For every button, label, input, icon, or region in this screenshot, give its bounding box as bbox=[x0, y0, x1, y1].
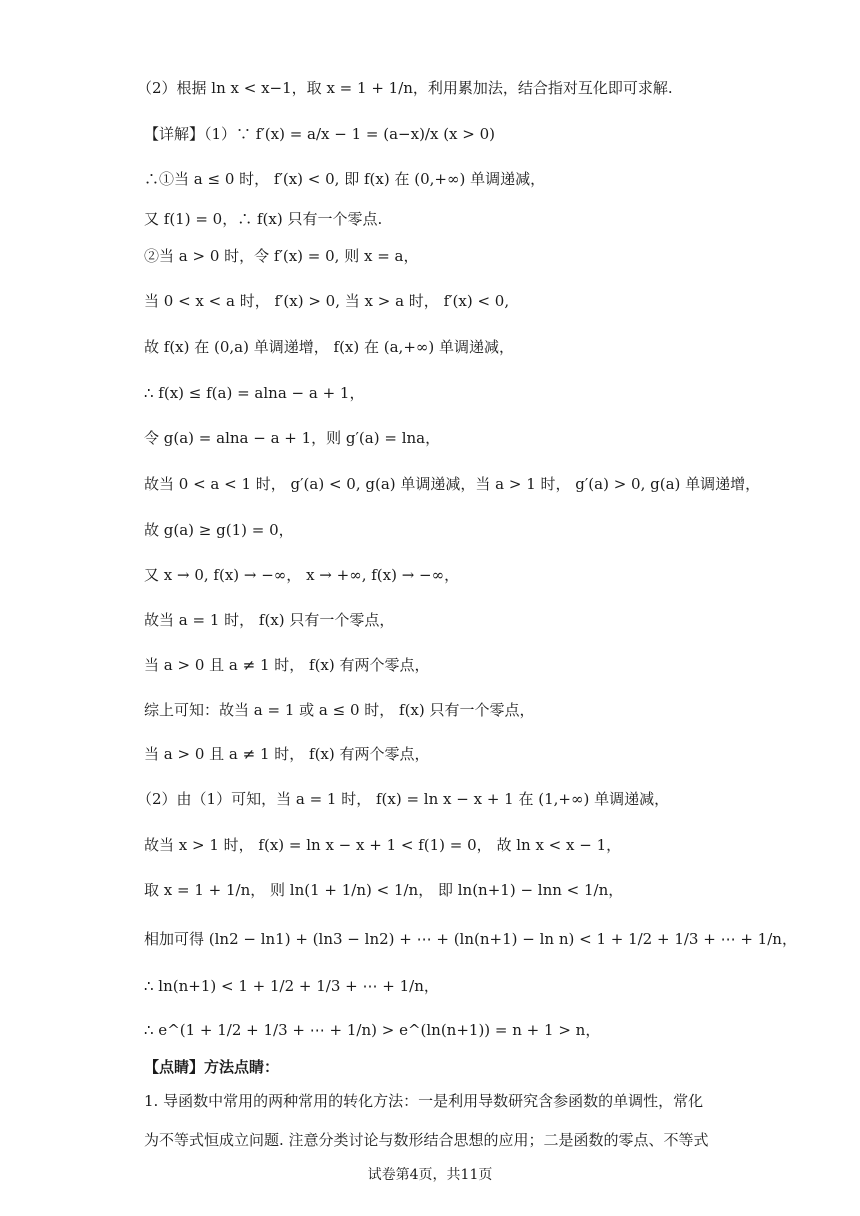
text-line-16: 当 a > 0 且 a ≠ 1 时， f(x) 有两个零点， bbox=[144, 745, 430, 763]
text-line-25: 为不等式恒成立问题. 注意分类讨论与数形结合思想的应用；二是函数的零点、不等式 bbox=[144, 1131, 709, 1149]
text-line-20: 相加可得 (ln2 − ln1) + (ln3 − ln2) + ⋯ + (ln(n+1) − ln n) < 1 + 1/2 + 1/3 + ⋯ + 1/n， bbox=[144, 930, 797, 948]
text-line-4: 又 f(1) = 0，∴ f(x) 只有一个零点. bbox=[144, 210, 383, 228]
text-line-2: 【详解】（1）∵ f′(x) = a/x − 1 = (a−x)/x (x > 0) bbox=[144, 125, 496, 143]
text-line-3: ∴①当 a ≤ 0 时， f′(x) < 0, 即 f(x) 在 (0,+∞) 单调递减， bbox=[144, 170, 546, 188]
text-line-11: 故 g(a) ≥ g(1) = 0， bbox=[144, 521, 294, 539]
text-line-15: 综上可知：故当 a = 1 或 a ≤ 0 时， f(x) 只有一个零点， bbox=[144, 701, 535, 719]
text-line-7: 故 f(x) 在 (0,a) 单调递增， f(x) 在 (a,+∞) 单调递减， bbox=[144, 338, 515, 356]
text-line-8: ∴ f(x) ≤ f(a) = alna − a + 1， bbox=[144, 384, 365, 402]
text-line-24: 1. 导函数中常用的两种常用的转化方法：一是利用导数研究含参函数的单调性，常化 bbox=[144, 1092, 704, 1110]
text-line-12: 又 x → 0, f(x) → −∞， x → +∞, f(x) → −∞， bbox=[144, 566, 460, 584]
text-line-10: 故当 0 < a < 1 时， g′(a) < 0, g(a) 单调递减，当 a > 1 时， g′(a) > 0, g(a) 单调递增， bbox=[144, 475, 761, 493]
text-line-13: 故当 a = 1 时， f(x) 只有一个零点， bbox=[144, 611, 395, 629]
text-line-5: ②当 a > 0 时，令 f′(x) = 0, 则 x = a， bbox=[144, 247, 419, 265]
text-line-18: 故当 x > 1 时， f(x) = ln x − x + 1 < f(1) = 0， 故 ln x < x − 1， bbox=[144, 836, 622, 854]
text-line-23: 【点睛】方法点睛： bbox=[144, 1058, 280, 1076]
text-line-17: （2）由（1）可知，当 a = 1 时， f(x) = ln x − x + 1 在 (1,+∞) 单调递减， bbox=[137, 790, 670, 808]
text-line-21: ∴ ln(n+1) < 1 + 1/2 + 1/3 + ⋯ + 1/n， bbox=[144, 977, 439, 995]
text-line-22: ∴ e^(1 + 1/2 + 1/3 + ⋯ + 1/n) > e^(ln(n+1)) = n + 1 > n， bbox=[144, 1021, 601, 1039]
text-line-14: 当 a > 0 且 a ≠ 1 时， f(x) 有两个零点， bbox=[144, 656, 430, 674]
page-footer: 试卷第4页，共11页 bbox=[367, 1167, 493, 1183]
text-line-19: 取 x = 1 + 1/n， 则 ln(1 + 1/n) < 1/n， 即 ln(n+1) − lnn < 1/n， bbox=[144, 881, 624, 899]
text-line-6: 当 0 < x < a 时， f′(x) > 0, 当 x > a 时， f′(x) < 0, bbox=[144, 292, 510, 310]
text-line-1: （2）根据 ln x < x−1，取 x = 1 + 1/n，利用累加法，结合指对互化即可求解. bbox=[137, 79, 673, 97]
text-line-9: 令 g(a) = alna − a + 1，则 g′(a) = lna， bbox=[144, 429, 441, 447]
